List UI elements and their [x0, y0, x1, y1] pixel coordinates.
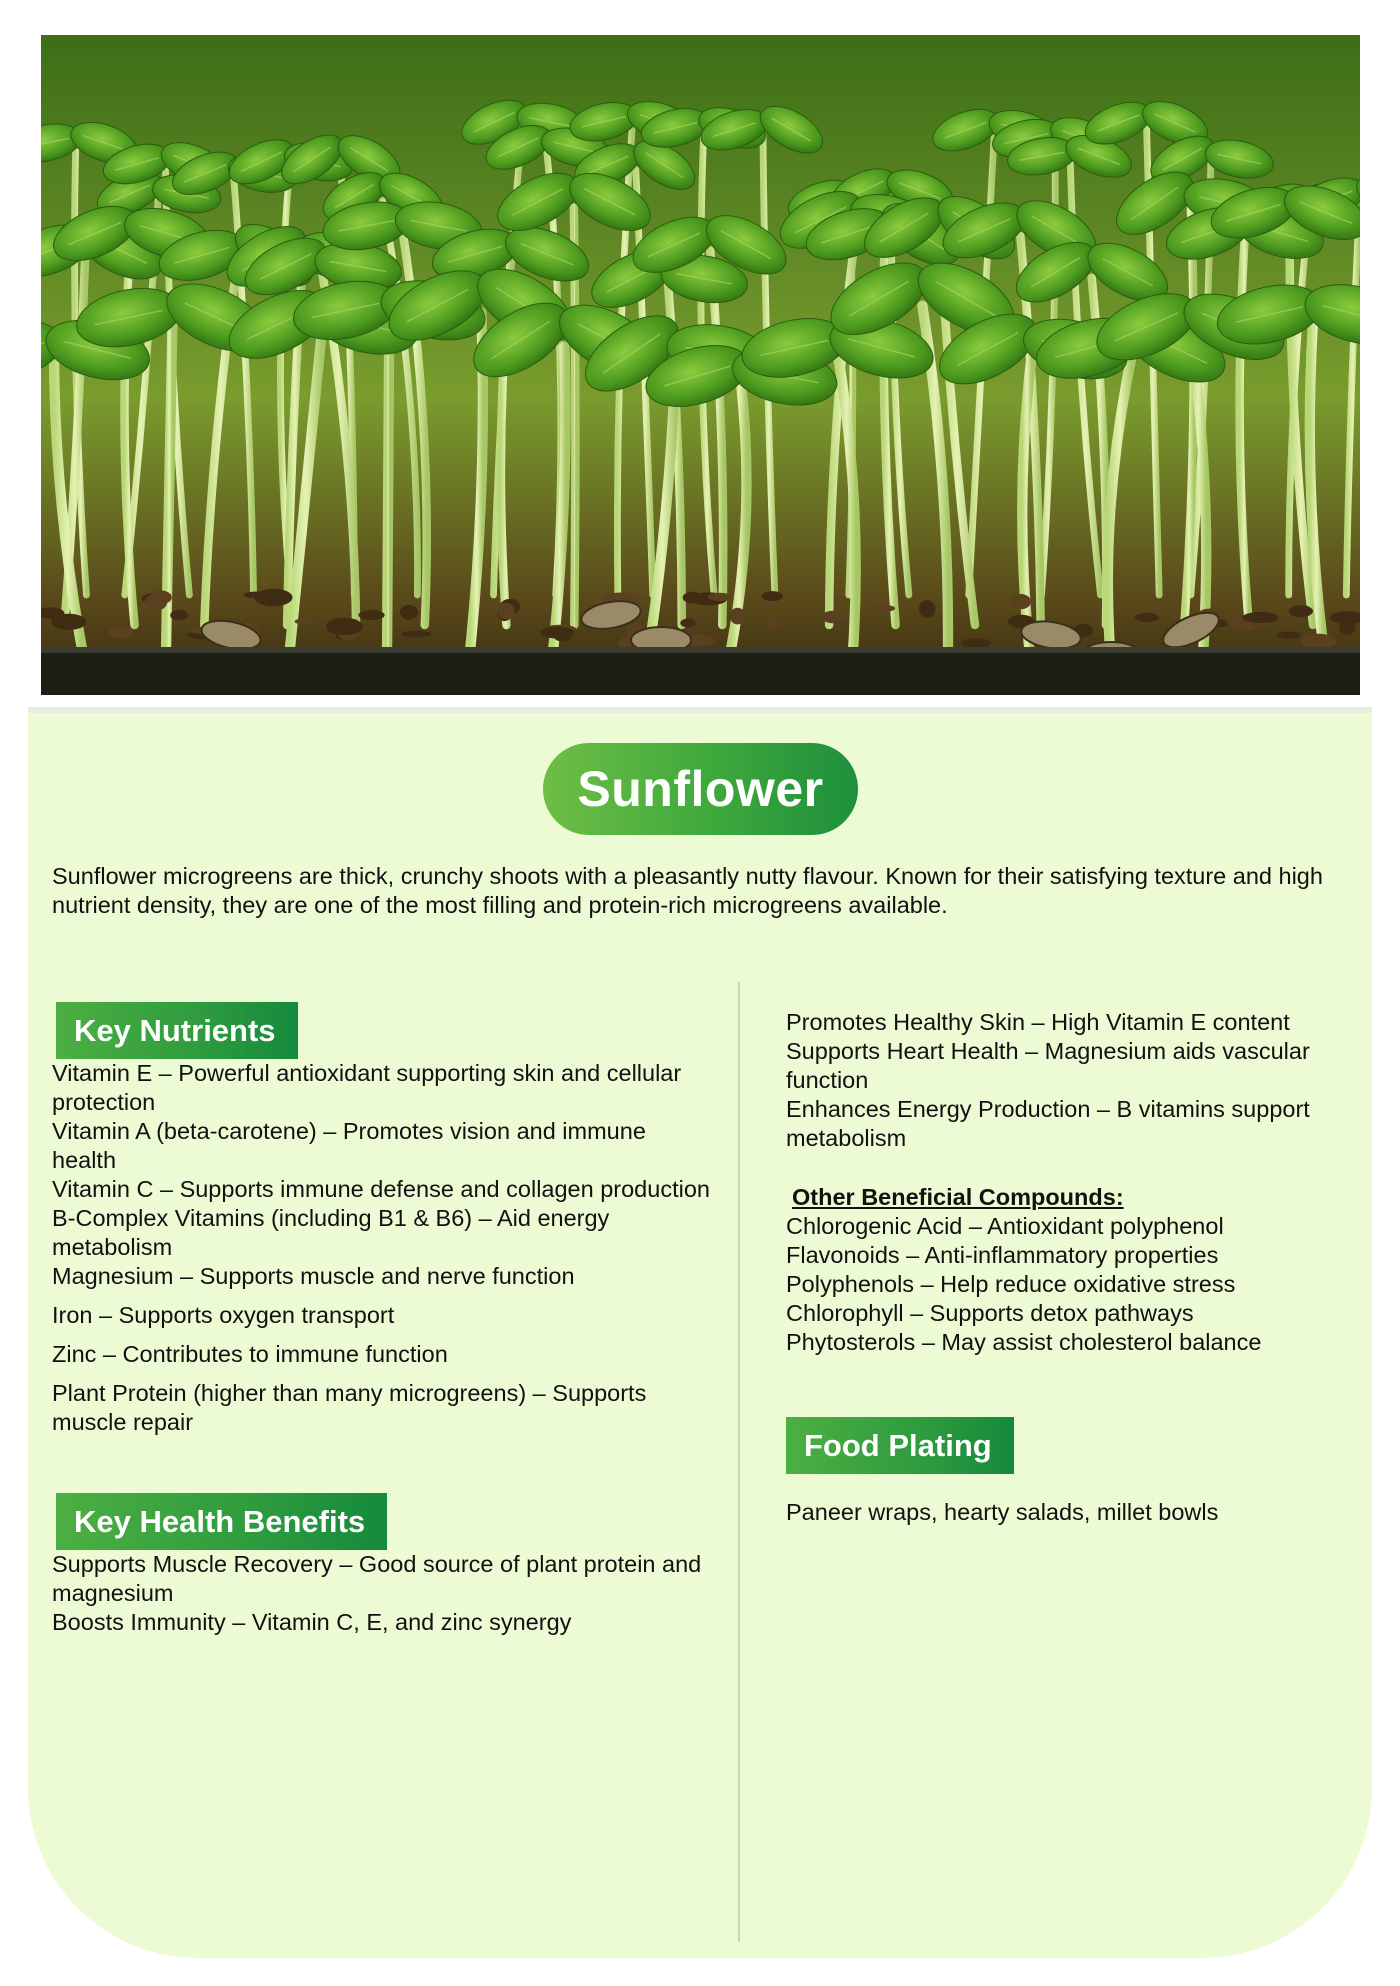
soil-clump [295, 618, 316, 624]
soil-clump [762, 591, 783, 601]
soil-clump [1289, 605, 1313, 617]
intro-paragraph: Sunflower microgreens are thick, crunchy shoots with a pleasantly nutty flavour. Known for their satisfying texture and high nutrient density, they are one of the most filling and protein-rich microgreens available. [52, 863, 1323, 918]
soil-clump [51, 614, 86, 630]
soil-clump [962, 638, 991, 648]
other-compounds-heading: Other Beneficial Compounds: [792, 1184, 1124, 1210]
soil-clump [680, 619, 695, 628]
soil-clump [919, 600, 936, 618]
soil-clump [109, 626, 134, 639]
key-nutrients-heading: Key Nutrients [56, 1002, 298, 1059]
soil-clump [243, 592, 272, 599]
left-column [52, 1002, 712, 1637]
list-item: Vitamin A (beta-carotene) – Promotes vision and immune health [52, 1118, 646, 1173]
page-title: Sunflower [543, 743, 858, 835]
list-item: Boosts Immunity – Vitamin C, E, and zinc synergy [52, 1609, 572, 1635]
list-item: Flavonoids – Anti-inflammatory properties [786, 1242, 1219, 1268]
soil-clump [873, 605, 895, 612]
soil-clump [767, 618, 782, 629]
soil-clump [730, 608, 745, 625]
key-nutrients-list [52, 1059, 712, 1437]
soil-clump [708, 593, 731, 601]
soil-clump [1242, 612, 1278, 623]
soil-clump [1011, 594, 1031, 609]
soil-clump [400, 605, 418, 620]
list-item: Vitamin C – Supports immune defense and collagen production [52, 1176, 710, 1202]
list-item: Magnesium – Supports muscle and nerve function [52, 1263, 575, 1289]
food-plating-text: Paneer wraps, hearty salads, millet bowls [786, 1499, 1219, 1525]
soil-clump [822, 611, 845, 623]
soil-clump [359, 610, 385, 620]
other-compounds-list [786, 1212, 1366, 1357]
list-item: Iron – Supports oxygen transport [52, 1302, 395, 1328]
column-divider [738, 982, 740, 1942]
soil-clump [498, 603, 514, 620]
soil-clump [554, 631, 571, 641]
list-item: Vitamin E – Powerful antioxidant supporting skin and cellular protection [52, 1060, 682, 1115]
soil-clump [683, 592, 703, 604]
key-health-benefits-list [52, 1550, 712, 1637]
soil-clump [145, 594, 168, 611]
soil-clump [1300, 634, 1336, 649]
microgreens-illustration [41, 35, 1360, 695]
right-column [786, 1008, 1366, 1527]
list-item: Phytosterols – May assist cholesterol balance [786, 1329, 1262, 1355]
sprout-stem [387, 317, 389, 647]
key-health-benefits-heading: Key Health Benefits [56, 1493, 387, 1550]
soil-clump [1277, 632, 1301, 639]
key-health-benefits-continued-list [786, 1008, 1366, 1153]
list-item: Plant Protein (higher than many microgreens) – Supports muscle repair [52, 1380, 647, 1435]
food-plating-heading: Food Plating [786, 1417, 1014, 1474]
list-item: Chlorophyll – Supports detox pathways [786, 1300, 1194, 1326]
soil-clump [401, 631, 431, 638]
hero-photo [41, 35, 1360, 695]
list-item: B-Complex Vitamins (including B1 & B6) – Aid energy metabolism [52, 1205, 610, 1260]
list-item: Polyphenols – Help reduce oxidative stress [786, 1271, 1236, 1297]
soil-clump [326, 618, 363, 635]
soil-clump [1339, 621, 1355, 635]
soil-clump [170, 610, 188, 621]
list-item: Supports Heart Health – Magnesium aids vascular function [786, 1038, 1310, 1093]
list-item: Chlorogenic Acid – Antioxidant polyphenol [786, 1213, 1224, 1239]
list-item: Enhances Energy Production – B vitamins support metabolism [786, 1096, 1310, 1151]
list-item: Zinc – Contributes to immune function [52, 1341, 448, 1367]
list-item: Promotes Healthy Skin – High Vitamin E content [786, 1009, 1290, 1035]
soil-clump [1135, 613, 1159, 622]
list-item: Supports Muscle Recovery – Good source of plant protein and magnesium [52, 1551, 702, 1606]
